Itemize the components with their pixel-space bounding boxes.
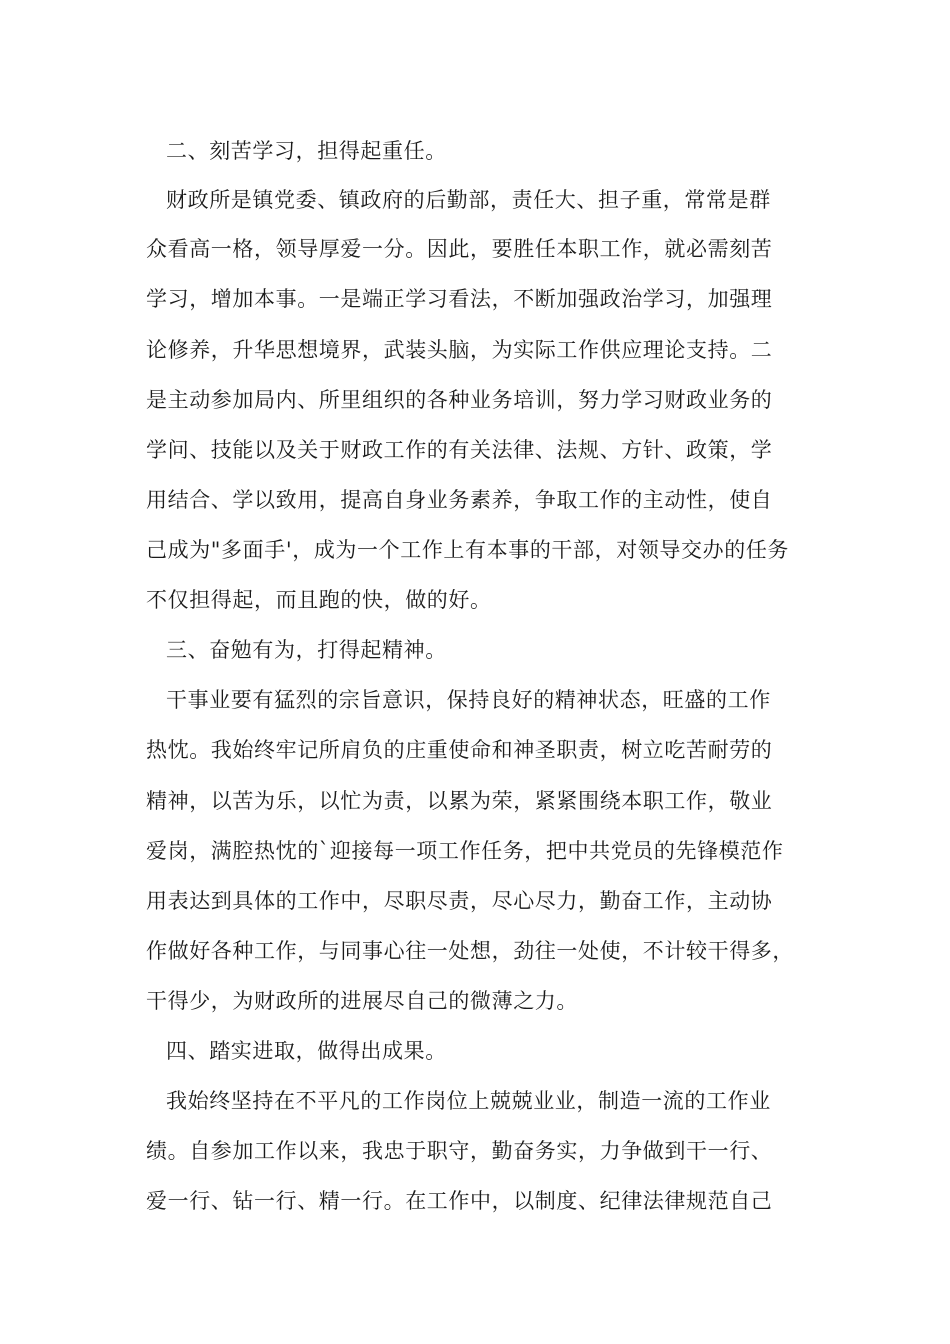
paragraph-line: 干事业要有猛烈的宗旨意识，保持良好的精神状态，旺盛的工作 xyxy=(166,688,771,712)
paragraph-line: 学习，增加本事。一是端正学习看法，不断加强政治学习，加强理 xyxy=(146,287,773,311)
paragraph-line: 爱岗，满腔热忱的`迎接每一项工作任务，把中共党员的先锋模范作 xyxy=(146,839,784,863)
paragraph-line: 众看高一格，领导厚爱一分。因此，要胜任本职工作，就必需刻苦 xyxy=(146,237,773,261)
paragraph-line: 干得少，为财政所的进展尽自己的微薄之力。 xyxy=(146,989,578,1013)
section-heading: 二、刻苦学习，担得起重任。 xyxy=(166,139,447,163)
section-heading: 四、踏实进取，做得出成果。 xyxy=(166,1039,447,1063)
paragraph-line: 热忱。我始终牢记所肩负的庄重使命和神圣职责，树立吃苦耐劳的 xyxy=(146,738,773,762)
paragraph-line: 己成为"多面手'，成为一个工作上有本事的干部，对领导交办的任务 xyxy=(146,538,790,562)
section-heading: 三、奋勉有为，打得起精神。 xyxy=(166,638,447,662)
paragraph-line: 绩。自参加工作以来，我忠于职守，勤奋务实，力争做到干一行、 xyxy=(146,1139,773,1163)
paragraph-line: 学问、技能以及关于财政工作的有关法律、法规、方针、政策，学 xyxy=(146,438,773,462)
paragraph-line: 爱一行、钻一行、精一行。在工作中，以制度、纪律法律规范自己 xyxy=(146,1189,773,1213)
paragraph-line: 财政所是镇党委、镇政府的后勤部，责任大、担子重，常常是群 xyxy=(166,188,771,212)
paragraph-line: 用表达到具体的工作中，尽职尽责，尽心尽力，勤奋工作，主动协 xyxy=(146,889,773,913)
paragraph-line: 精神，以苦为乐，以忙为责，以累为荣，紧紧围绕本职工作，敬业 xyxy=(146,789,773,813)
paragraph-line: 用结合、学以致用，提高自身业务素养，争取工作的主动性，使自 xyxy=(146,488,773,512)
paragraph-line: 不仅担得起，而且跑的快，做的好。 xyxy=(146,588,492,612)
paragraph-line: 我始终坚持在不平凡的工作岗位上兢兢业业，制造一流的工作业 xyxy=(166,1089,771,1113)
paragraph-line: 作做好各种工作，与同事心往一处想，劲往一处使，不计较干得多， xyxy=(146,939,794,963)
paragraph-line: 是主动参加局内、所里组织的各种业务培训，努力学习财政业务的 xyxy=(146,388,773,412)
paragraph-line: 论修养，升华思想境界，武装头脑，为实际工作供应理论支持。二 xyxy=(146,338,773,362)
